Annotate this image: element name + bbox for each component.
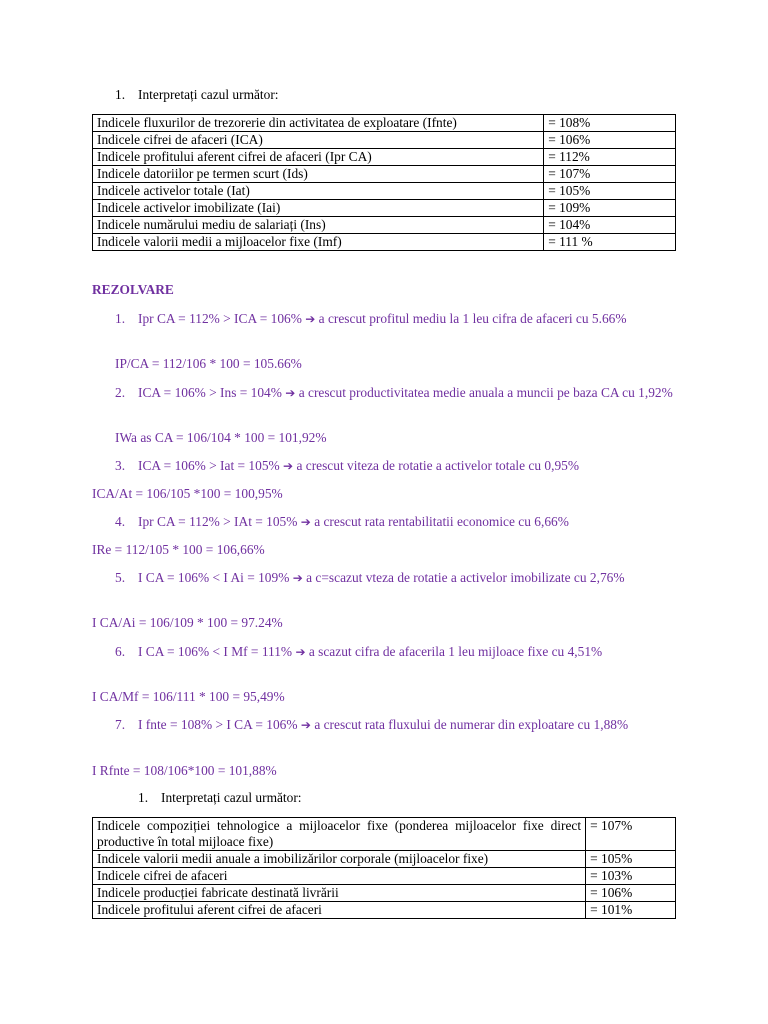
indicator-value: = 101%: [586, 902, 676, 919]
indicator-value: = 105%: [586, 851, 676, 868]
indicator-label: Indicele profitului aferent cifrei de afaceri: [93, 902, 586, 919]
indicator-label: Indicele valorii medii a mijloacelor fixe (Imf): [93, 234, 544, 251]
indicator-value: = 109%: [544, 200, 676, 217]
indicator-label: Indicele activelor totale (Iat): [93, 183, 544, 200]
table-row: [93, 902, 676, 919]
table-row: [93, 217, 676, 234]
comparison: I CA = 106% < I Ai = 109%: [138, 570, 290, 585]
indicator-value: = 104%: [544, 217, 676, 234]
indicator-label: Indicele numărului mediu de salariați (Ins): [93, 217, 544, 234]
interpretation: a crescut productivitatea medie anuala a muncii pe baza CA cu 1,92%: [298, 385, 673, 400]
arrow-right-icon: ➔: [295, 645, 306, 659]
table-row: [93, 818, 676, 851]
item-number: 3.: [115, 458, 126, 473]
indicator-value: = 103%: [586, 868, 676, 885]
comparison: Ipr CA = 112% > ICA = 106%: [138, 311, 302, 326]
comparison: ICA = 106% > Iat = 105%: [138, 458, 280, 473]
table-row: [93, 200, 676, 217]
formula-4: IRe = 112/105 * 100 = 106,66%: [92, 542, 265, 557]
solution-item-5: [115, 569, 676, 587]
interpretation: a crescut rata rentabilitatii economice cu 6,66%: [314, 514, 569, 529]
task-number: 1.: [115, 87, 126, 102]
formula-5: I CA/Ai = 106/109 * 100 = 97.24%: [92, 615, 283, 630]
indicators-table-1: [92, 114, 676, 251]
solution-item-7: [115, 716, 676, 734]
indicator-value: = 106%: [586, 885, 676, 902]
formula-6: I CA/Mf = 106/111 * 100 = 95,49%: [92, 689, 285, 704]
indicator-label: Indicele valorii medii anuale a imobilizărilor corporale (mijloacelor fixe): [93, 851, 586, 868]
table-row: [93, 183, 676, 200]
comparison: I fnte = 108% > I CA = 106%: [138, 717, 298, 732]
comparison: ICA = 106% > Ins = 104%: [138, 385, 282, 400]
table-row: [93, 149, 676, 166]
interpretation: a crescut profitul mediu la 1 leu cifra de afaceri cu 5.66%: [318, 311, 627, 326]
formula-2: IWa as CA = 106/104 * 100 = 101,92%: [115, 430, 327, 445]
task-label: Interpretați cazul următor:: [161, 790, 302, 805]
table-row: [93, 885, 676, 902]
interpretation: a crescut rata fluxului de numerar din exploatare cu 1,88%: [314, 717, 629, 732]
indicator-label: Indicele datoriilor pe termen scurt (Ids): [93, 166, 544, 183]
arrow-right-icon: ➔: [300, 515, 311, 529]
indicator-value: = 107%: [586, 818, 676, 851]
indicators-table-2: [92, 817, 676, 919]
indicator-label: Indicele profitului aferent cifrei de afaceri (Ipr CA): [93, 149, 544, 166]
table-row: [93, 234, 676, 251]
table-row: [93, 868, 676, 885]
item-number: 6.: [115, 644, 126, 659]
task-1-heading: [115, 87, 279, 103]
solution-heading: REZOLVARE: [92, 282, 174, 297]
table-row: [93, 115, 676, 132]
indicator-label: Indicele cifrei de afaceri (ICA): [93, 132, 544, 149]
indicator-value: = 105%: [544, 183, 676, 200]
solution-item-3: [115, 457, 676, 475]
item-number: 1.: [115, 311, 126, 326]
arrow-right-icon: ➔: [305, 312, 316, 326]
item-number: 7.: [115, 717, 126, 732]
arrow-right-icon: ➔: [285, 386, 296, 400]
indicator-value: = 111 %: [544, 234, 676, 251]
indicator-label: Indicele fluxurilor de trezorerie din activitatea de exploatare (Ifnte): [93, 115, 544, 132]
interpretation: a scazut cifra de afacerila 1 leu mijloace fixe cu 4,51%: [308, 644, 603, 659]
formula-1: IP/CA = 112/106 * 100 = 105.66%: [115, 356, 302, 371]
arrow-right-icon: ➔: [300, 718, 311, 732]
interpretation: a c=scazut vteza de rotatie a activelor imobilizate cu 2,76%: [306, 570, 625, 585]
solution-item-1: [115, 310, 676, 328]
comparison: Ipr CA = 112% > IAt = 105%: [138, 514, 298, 529]
indicator-value: = 108%: [544, 115, 676, 132]
indicator-value: = 106%: [544, 132, 676, 149]
task-number: 1.: [138, 790, 149, 805]
task-2-heading: [138, 790, 302, 806]
formula-3: ICA/At = 106/105 *100 = 100,95%: [92, 486, 283, 501]
interpretation: a crescut viteza de rotatie a activelor totale cu 0,95%: [296, 458, 580, 473]
formula-7: I Rfnte = 108/106*100 = 101,88%: [92, 763, 277, 778]
table-row: [93, 851, 676, 868]
arrow-right-icon: ➔: [292, 571, 303, 585]
solution-item-6: [115, 643, 676, 661]
indicator-label: Indicele producției fabricate destinată livrării: [93, 885, 586, 902]
table-row: [93, 132, 676, 149]
item-number: 4.: [115, 514, 126, 529]
comparison: I CA = 106% < I Mf = 111%: [138, 644, 293, 659]
indicator-label: Indicele compoziției tehnologice a mijloacelor fixe (ponderea mijloacelor fixe direct productive în total mijloace fixe): [93, 818, 586, 851]
arrow-right-icon: ➔: [283, 459, 294, 473]
indicator-value: = 107%: [544, 166, 676, 183]
table-row: [93, 166, 676, 183]
solution-item-4: [115, 513, 676, 531]
task-label: Interpretați cazul următor:: [138, 87, 279, 102]
indicator-value: = 112%: [544, 149, 676, 166]
solution-item-2: [115, 384, 676, 402]
item-number: 5.: [115, 570, 126, 585]
indicator-label: Indicele activelor imobilizate (Iai): [93, 200, 544, 217]
indicator-label: Indicele cifrei de afaceri: [93, 868, 586, 885]
item-number: 2.: [115, 385, 126, 400]
